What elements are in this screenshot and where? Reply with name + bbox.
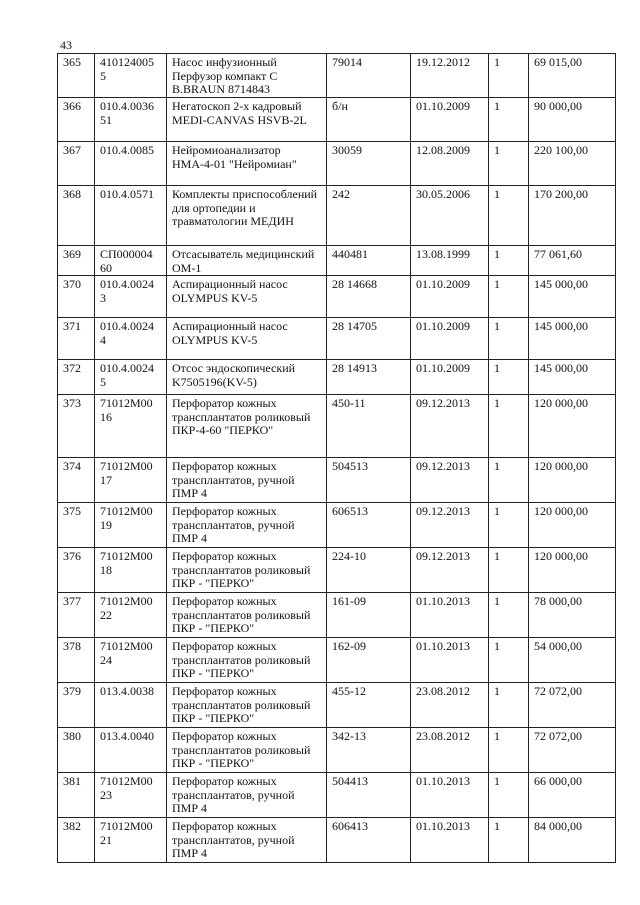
amount-cell: 220 100,00 (529, 142, 616, 186)
date-cell: 09.12.2013 (411, 395, 489, 458)
date-cell: 01.10.2009 (411, 318, 489, 360)
table-row (58, 638, 616, 683)
row-number-cell: 374 (58, 458, 95, 503)
date-cell: 23.08.2012 (411, 683, 489, 728)
row-number-cell: 378 (58, 638, 95, 683)
amount-cell: 120 000,00 (529, 548, 616, 593)
table-row (58, 276, 616, 318)
item-code-cell: 71012М00 18 (95, 548, 167, 593)
amount-cell: 69 015,00 (529, 54, 616, 98)
item-name-cell: Аспирационный насос OLYMPUS KV-5 (167, 276, 327, 318)
amount-cell: 120 000,00 (529, 458, 616, 503)
quantity-cell: 1 (489, 142, 529, 186)
amount-cell: 54 000,00 (529, 638, 616, 683)
item-name-cell: Перфоратор кожных трансплантатов, ручной ПМР 4 (167, 503, 327, 548)
amount-cell: 145 000,00 (529, 318, 616, 360)
item-code-cell: 71012М00 21 (95, 818, 167, 863)
inventory-number-cell: 79014 (327, 54, 411, 98)
table-row (58, 683, 616, 728)
item-code-cell: 010.4.0024 3 (95, 276, 167, 318)
item-code-cell: 010.4.0024 4 (95, 318, 167, 360)
date-cell: 01.10.2013 (411, 818, 489, 863)
quantity-cell: 1 (489, 246, 529, 276)
quantity-cell: 1 (489, 458, 529, 503)
row-number-cell: 382 (58, 818, 95, 863)
amount-cell: 66 000,00 (529, 773, 616, 818)
row-number-cell: 373 (58, 395, 95, 458)
table-row (58, 360, 616, 395)
amount-cell: 72 072,00 (529, 683, 616, 728)
item-code-cell: СП000004 60 (95, 246, 167, 276)
row-number-cell: 370 (58, 276, 95, 318)
inventory-number-cell: 440481 (327, 246, 411, 276)
table-row (58, 503, 616, 548)
item-code-cell: 71012М00 22 (95, 593, 167, 638)
inventory-number-cell: 450-11 (327, 395, 411, 458)
date-cell: 19.12.2012 (411, 54, 489, 98)
row-number-cell: 376 (58, 548, 95, 593)
item-code-cell: 410124005 5 (95, 54, 167, 98)
amount-cell: 84 000,00 (529, 818, 616, 863)
date-cell: 09.12.2013 (411, 548, 489, 593)
quantity-cell: 1 (489, 818, 529, 863)
item-code-cell: 013.4.0038 (95, 683, 167, 728)
item-name-cell: Комплекты приспособлений для ортопедии и травматологии МЕДИН (167, 186, 327, 246)
row-number-cell: 377 (58, 593, 95, 638)
table-row (58, 593, 616, 638)
amount-cell: 120 000,00 (529, 503, 616, 548)
quantity-cell: 1 (489, 276, 529, 318)
table-row (58, 458, 616, 503)
quantity-cell: 1 (489, 548, 529, 593)
quantity-cell: 1 (489, 54, 529, 98)
quantity-cell: 1 (489, 683, 529, 728)
quantity-cell: 1 (489, 728, 529, 773)
amount-cell: 90 000,00 (529, 98, 616, 142)
item-name-cell: Отсасыватель медицинский ОМ-1 (167, 246, 327, 276)
date-cell: 09.12.2013 (411, 503, 489, 548)
table-row (58, 548, 616, 593)
table-row (58, 186, 616, 246)
quantity-cell: 1 (489, 318, 529, 360)
quantity-cell: 1 (489, 395, 529, 458)
table-row (58, 395, 616, 458)
item-code-cell: 010.4.0571 (95, 186, 167, 246)
inventory-number-cell: 30059 (327, 142, 411, 186)
inventory-number-cell: 504513 (327, 458, 411, 503)
item-name-cell: Перфоратор кожных трансплантатов роликовый ПКР - "ПЕРКО" (167, 593, 327, 638)
date-cell: 01.10.2013 (411, 773, 489, 818)
row-number-cell: 372 (58, 360, 95, 395)
inventory-number-cell: б/н (327, 98, 411, 142)
item-code-cell: 71012М00 23 (95, 773, 167, 818)
table-row (58, 246, 616, 276)
item-code-cell: 71012М00 16 (95, 395, 167, 458)
table-row (58, 98, 616, 142)
amount-cell: 78 000,00 (529, 593, 616, 638)
date-cell: 01.10.2013 (411, 593, 489, 638)
page-number: 43 (60, 38, 72, 52)
row-number-cell: 368 (58, 186, 95, 246)
item-code-cell: 71012М00 17 (95, 458, 167, 503)
date-cell: 30.05.2006 (411, 186, 489, 246)
date-cell: 01.10.2013 (411, 638, 489, 683)
table-row (58, 54, 616, 98)
date-cell: 23.08.2012 (411, 728, 489, 773)
quantity-cell: 1 (489, 503, 529, 548)
item-name-cell: Перфоратор кожных трансплантатов, ручной ПМР 4 (167, 818, 327, 863)
row-number-cell: 380 (58, 728, 95, 773)
row-number-cell: 366 (58, 98, 95, 142)
inventory-number-cell: 606513 (327, 503, 411, 548)
quantity-cell: 1 (489, 638, 529, 683)
table-row (58, 773, 616, 818)
amount-cell: 77 061,60 (529, 246, 616, 276)
inventory-number-cell: 28 14913 (327, 360, 411, 395)
item-code-cell: 013.4.0040 (95, 728, 167, 773)
row-number-cell: 379 (58, 683, 95, 728)
row-number-cell: 381 (58, 773, 95, 818)
table-row (58, 818, 616, 863)
item-name-cell: Перфоратор кожных трансплантатов роликовый ПКР - "ПЕРКО" (167, 548, 327, 593)
row-number-cell: 371 (58, 318, 95, 360)
inventory-number-cell: 342-13 (327, 728, 411, 773)
item-code-cell: 010.4.0036 51 (95, 98, 167, 142)
table-row (58, 728, 616, 773)
item-name-cell: Перфоратор кожных трансплантатов, ручной ПМР 4 (167, 458, 327, 503)
item-name-cell: Нейромиоанализатор НМА-4-01 "Нейромиан" (167, 142, 327, 186)
row-number-cell: 365 (58, 54, 95, 98)
quantity-cell: 1 (489, 360, 529, 395)
date-cell: 09.12.2013 (411, 458, 489, 503)
item-name-cell: Насос инфузионный Перфузор компакт С B.BRAUN 8714843 (167, 54, 327, 98)
item-name-cell: Перфоратор кожных трансплантатов роликовый ПКР - "ПЕРКО" (167, 638, 327, 683)
inventory-number-cell: 162-09 (327, 638, 411, 683)
quantity-cell: 1 (489, 186, 529, 246)
amount-cell: 72 072,00 (529, 728, 616, 773)
amount-cell: 120 000,00 (529, 395, 616, 458)
date-cell: 13.08.1999 (411, 246, 489, 276)
table-row (58, 142, 616, 186)
date-cell: 12.08.2009 (411, 142, 489, 186)
inventory-number-cell: 28 14668 (327, 276, 411, 318)
inventory-number-cell: 504413 (327, 773, 411, 818)
item-name-cell: Отсос эндоскопический K7505196(KV-5) (167, 360, 327, 395)
item-code-cell: 010.4.0024 5 (95, 360, 167, 395)
quantity-cell: 1 (489, 98, 529, 142)
item-name-cell: Аспирационный насос OLYMPUS KV-5 (167, 318, 327, 360)
date-cell: 01.10.2009 (411, 98, 489, 142)
inventory-number-cell: 242 (327, 186, 411, 246)
date-cell: 01.10.2009 (411, 360, 489, 395)
row-number-cell: 375 (58, 503, 95, 548)
inventory-number-cell: 606413 (327, 818, 411, 863)
item-code-cell: 010.4.0085 (95, 142, 167, 186)
amount-cell: 145 000,00 (529, 360, 616, 395)
date-cell: 01.10.2009 (411, 276, 489, 318)
amount-cell: 170 200,00 (529, 186, 616, 246)
item-name-cell: Перфоратор кожных трансплантатов, ручной ПМР 4 (167, 773, 327, 818)
inventory-number-cell: 455-12 (327, 683, 411, 728)
table-row (58, 318, 616, 360)
item-code-cell: 71012М00 24 (95, 638, 167, 683)
inventory-number-cell: 28 14705 (327, 318, 411, 360)
row-number-cell: 367 (58, 142, 95, 186)
row-number-cell: 369 (58, 246, 95, 276)
quantity-cell: 1 (489, 593, 529, 638)
quantity-cell: 1 (489, 773, 529, 818)
item-name-cell: Перфоратор кожных трансплантатов роликовый ПКР - "ПЕРКО" (167, 728, 327, 773)
amount-cell: 145 000,00 (529, 276, 616, 318)
item-name-cell: Перфоратор кожных трансплантатов роликовый ПКР-4-60 "ПЕРКО" (167, 395, 327, 458)
item-name-cell: Негатоскоп 2-х кадровый MEDI-CANVAS HSVB-2L (167, 98, 327, 142)
inventory-number-cell: 224-10 (327, 548, 411, 593)
item-name-cell: Перфоратор кожных трансплантатов роликовый ПКР - "ПЕРКО" (167, 683, 327, 728)
inventory-table (57, 53, 616, 863)
inventory-number-cell: 161-09 (327, 593, 411, 638)
item-code-cell: 71012М00 19 (95, 503, 167, 548)
